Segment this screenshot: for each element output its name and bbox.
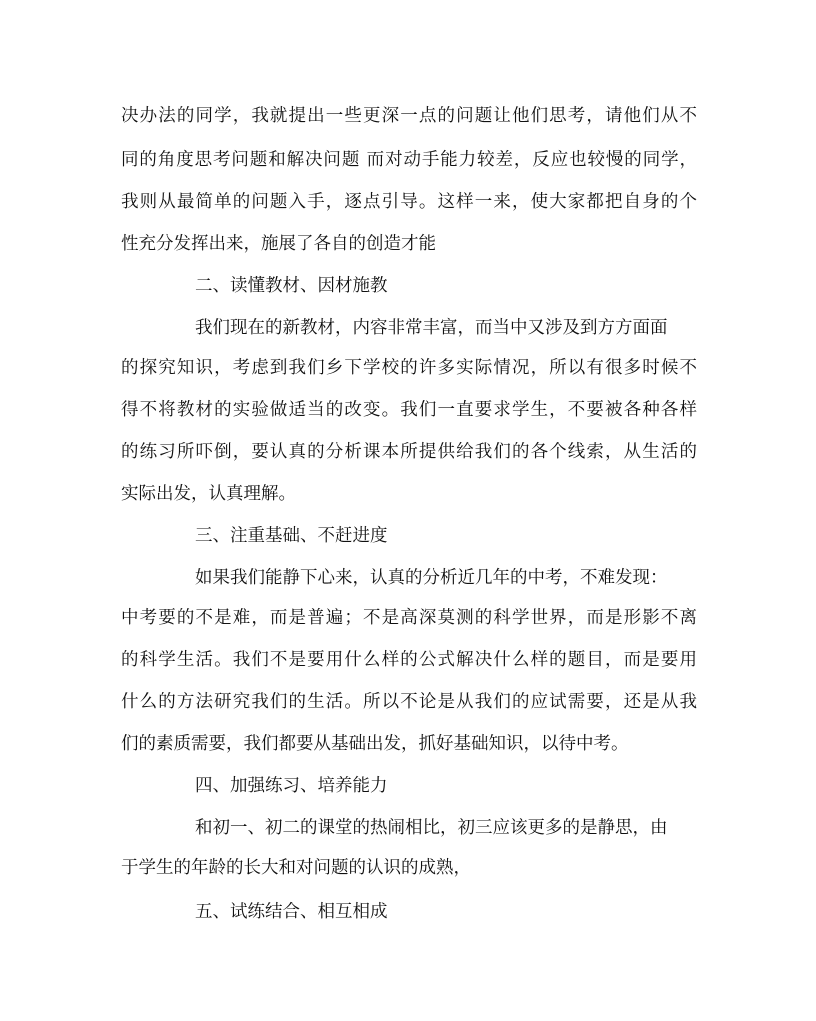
paragraph-3-line-3: 的科学生活。我们不是要用什么样的公式解决什么样的题目，而是要用 [121,650,697,670]
paragraph-2-line-4: 的练习所吓倒，要认真的分析课本所提供给我们的各个线索，从生活的 [121,442,697,462]
paragraph-3-line-2: 中考要的不是难，而是普遍；不是高深莫测的科学世界，而是形影不离 [121,608,697,628]
paragraph-1-line-4: 性充分发挥出来，施展了各自的创造才能 [121,234,436,254]
paragraph-1-line-3: 我则从最简单的问题入手，逐点引导。这样一来，使大家都把自身的个 [121,192,697,212]
paragraph-4-line-2: 于学生的年龄的长大和对问题的认识的成熟， [121,858,471,878]
paragraph-2-line-5: 实际出发，认真理解。 [121,484,296,504]
paragraph-4-line-1: 和初一、初二的课堂的热闹相比，初三应该更多的是静思，由 [195,818,668,838]
section-heading-2: 二、读懂教材、因材施教 [195,276,388,296]
paragraph-2-line-2: 的探究知识，考虑到我们乡下学校的许多实际情况，所以有很多时候不 [121,358,697,378]
paragraph-2-line-1: 我们现在的新教材，内容非常丰富，而当中又涉及到方方面面 [195,318,668,338]
section-heading-3: 三、注重基础、不赶进度 [195,526,388,546]
paragraph-1-line-2: 同的角度思考问题和解决问题 而对动手能力较差，反应也较慢的同学， [121,150,697,170]
section-heading-4: 四、加强练习、培养能力 [195,776,388,796]
paragraph-1-line-1: 决办法的同学，我就提出一些更深一点的问题让他们思考，请他们从不 [121,106,697,126]
paragraph-3-line-4: 什么的方法研究我们的生活。所以不论是从我们的应试需要，还是从我 [121,692,697,712]
section-heading-5: 五、试练结合、相互相成 [195,902,388,922]
paragraph-2-line-3: 得不将教材的实验做适当的改变。我们一直要求学生，不要被各种各样 [121,400,697,420]
paragraph-3-line-5: 们的素质需要，我们都要从基础出发，抓好基础知识，以待中考。 [121,734,629,754]
paragraph-3-line-1: 如果我们能静下心来，认真的分析近几年的中考，不难发现： [195,568,668,588]
